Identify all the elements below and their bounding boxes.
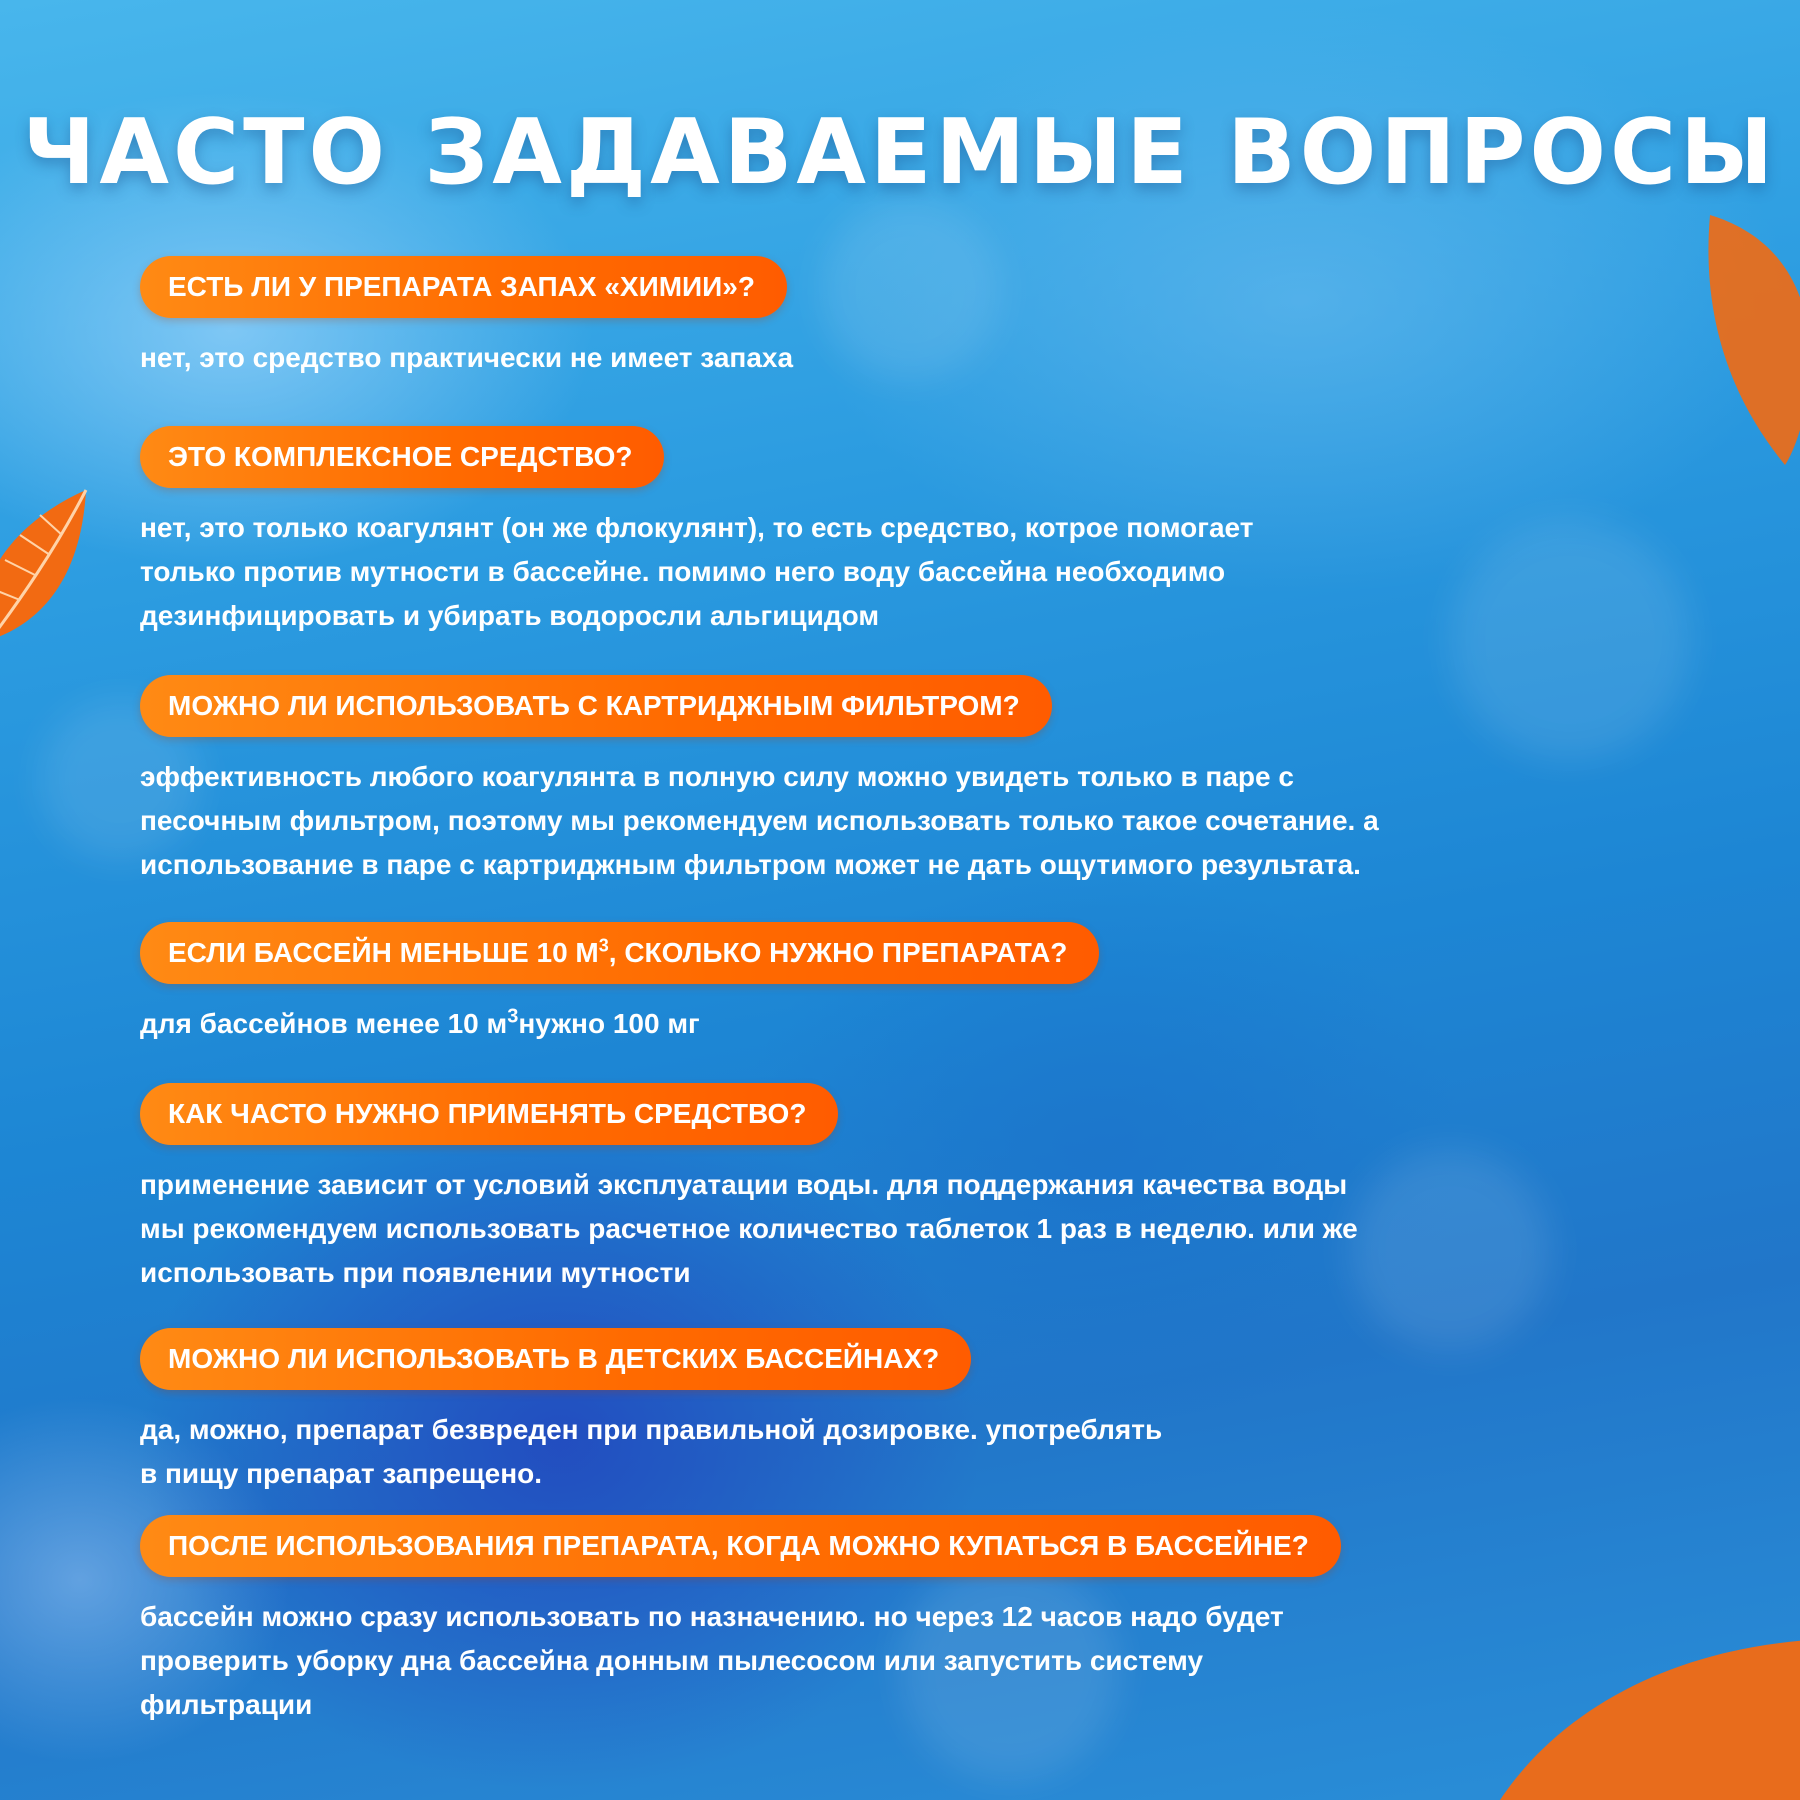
question-pill: КАК ЧАСТО НУЖНО ПРИМЕНЯТЬ СРЕДСТВО?: [140, 1083, 838, 1145]
answer-text: нет, это только коагулянт (он же флокулянт), то есть средство, котрое помогает только против мутности в бассейне. помимо него воду бассейна необходимо дезинфицировать и убирать водоросли альгицидом: [140, 512, 1254, 631]
question-text: ЕСЛИ БАССЕЙН МЕНЬШЕ 10 М: [168, 937, 599, 968]
superscript: 3: [598, 935, 609, 956]
faq-item: [140, 256, 1700, 380]
page-title: ЧАСТО ЗАДАВАЕМЫЕ ВОПРОСЫ: [22, 100, 1778, 205]
faq-item: [140, 426, 1700, 638]
answer-part: для бассейнов менее 10 м: [140, 1008, 508, 1039]
superscript: 3: [507, 1005, 519, 1028]
question-pill: МОЖНО ЛИ ИСПОЛЬЗОВАТЬ В ДЕТСКИХ БАССЕЙНАХ?: [140, 1328, 971, 1390]
question-pill: ЭТО КОМПЛЕКСНОЕ СРЕДСТВО?: [140, 426, 664, 488]
faq-item: [140, 922, 1700, 1046]
answer-text: да, можно, препарат безвреден при правильной дозировке. употреблять в пищу препарат запрещено.: [140, 1414, 1163, 1489]
faq-item: [140, 1083, 1700, 1295]
faq-item: [140, 1328, 1700, 1496]
answer-text: применение зависит от условий эксплуатации воды. для поддержания качества воды мы рекомендуем использовать расчетное количество таблеток 1 раз в неделю. или же использовать при появлении мутности: [140, 1169, 1358, 1288]
answer-text: эффективность любого коагулянта в полную силу можно увидеть только в паре с песочным фильтром, поэтому мы рекомендуем использовать только такое сочетание. а использование в паре с картриджным фильтром может не дать ощутимого результата.: [140, 761, 1379, 880]
leaf-top-right-icon: [1700, 210, 1800, 470]
answer-text: нет, это средство практически не имеет запаха: [140, 342, 794, 373]
answer-text: бассейн можно сразу использовать по назначению. но через 12 часов надо будет проверить уборку дна бассейна донным пылесосом или запустить систему фильтрации: [140, 1601, 1284, 1720]
leaf-left-icon: [0, 480, 100, 650]
question-pill: МОЖНО ЛИ ИСПОЛЬЗОВАТЬ С КАРТРИДЖНЫМ ФИЛЬТРОМ?: [140, 675, 1052, 737]
answer-part: нужно 100 мг: [518, 1008, 700, 1039]
question-pill: ПОСЛЕ ИСПОЛЬЗОВАНИЯ ПРЕПАРАТА, КОГДА МОЖНО КУПАТЬСЯ В БАССЕЙНЕ?: [140, 1515, 1341, 1577]
answer-text: [140, 1002, 1600, 1046]
question-text: , СКОЛЬКО НУЖНО ПРЕПАРАТА?: [608, 937, 1068, 968]
faq-item: [140, 1515, 1700, 1727]
question-pill: ЕСТЬ ЛИ У ПРЕПАРАТА ЗАПАХ «ХИМИИ»?: [140, 256, 787, 318]
question-pill: [140, 922, 1099, 984]
faq-item: [140, 675, 1700, 887]
